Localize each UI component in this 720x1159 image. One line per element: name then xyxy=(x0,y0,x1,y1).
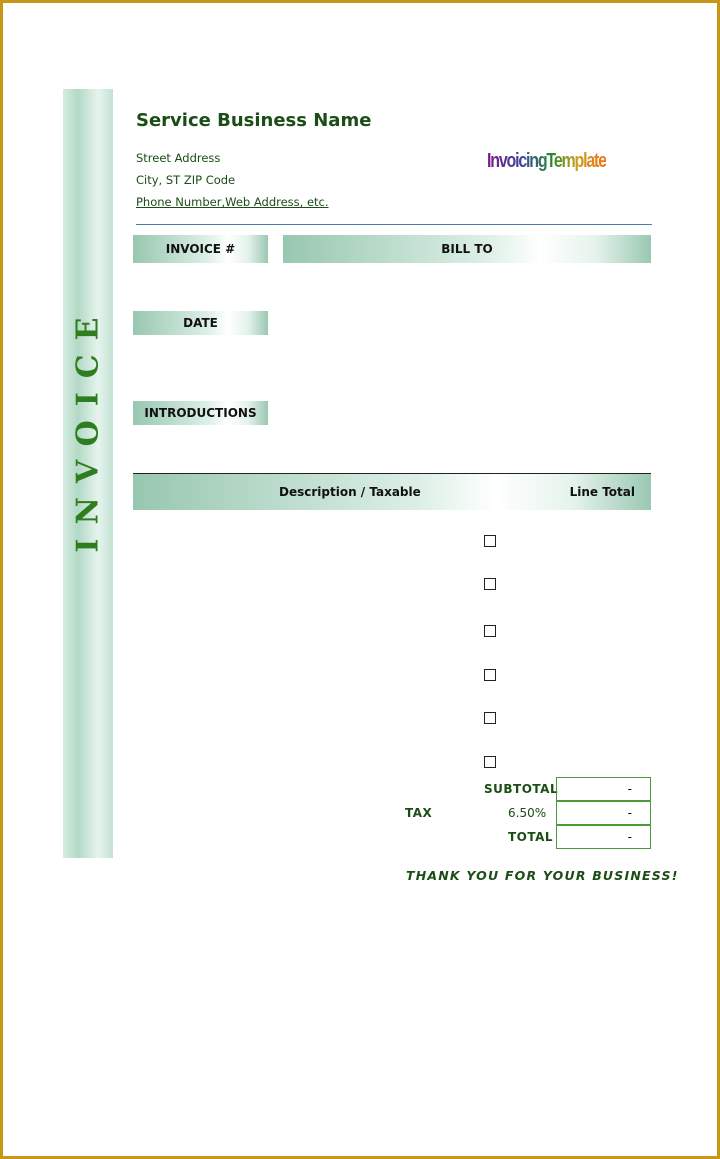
total-value: - xyxy=(556,825,651,849)
line-total-header: Line Total xyxy=(569,485,635,499)
invoice-number-header: INVOICE # xyxy=(133,235,268,263)
taxable-checkbox[interactable] xyxy=(484,712,496,724)
subtotal-value: - xyxy=(556,777,651,801)
side-title: INVOICE xyxy=(70,303,106,553)
items-table-header xyxy=(133,474,651,510)
taxable-checkbox[interactable] xyxy=(484,669,496,681)
thank-you-message: THANK YOU FOR YOUR BUSINESS! xyxy=(406,868,679,883)
divider xyxy=(136,224,652,225)
contact-info: Phone Number,Web Address, etc. xyxy=(136,195,329,209)
introductions-header: INTRODUCTIONS xyxy=(133,401,268,425)
total-label: TOTAL xyxy=(508,830,554,844)
company-name: Service Business Name xyxy=(136,110,372,131)
bill-to-header: BILL TO xyxy=(283,235,651,263)
taxable-checkbox[interactable] xyxy=(484,578,496,590)
street-address: Street Address xyxy=(136,151,221,165)
description-header: Description / Taxable xyxy=(279,485,421,499)
taxable-checkbox[interactable] xyxy=(484,756,496,768)
taxable-checkbox[interactable] xyxy=(484,625,496,637)
tax-rate: 6.50% xyxy=(508,806,547,820)
date-header: DATE xyxy=(133,311,268,335)
tax-value: - xyxy=(556,801,651,825)
taxable-checkbox[interactable] xyxy=(484,535,496,547)
tax-label: TAX xyxy=(405,806,433,820)
logo: InvoicingTemplate xyxy=(487,150,606,172)
subtotal-label: SUBTOTAL xyxy=(484,782,559,796)
city-state-zip: City, ST ZIP Code xyxy=(136,173,236,187)
